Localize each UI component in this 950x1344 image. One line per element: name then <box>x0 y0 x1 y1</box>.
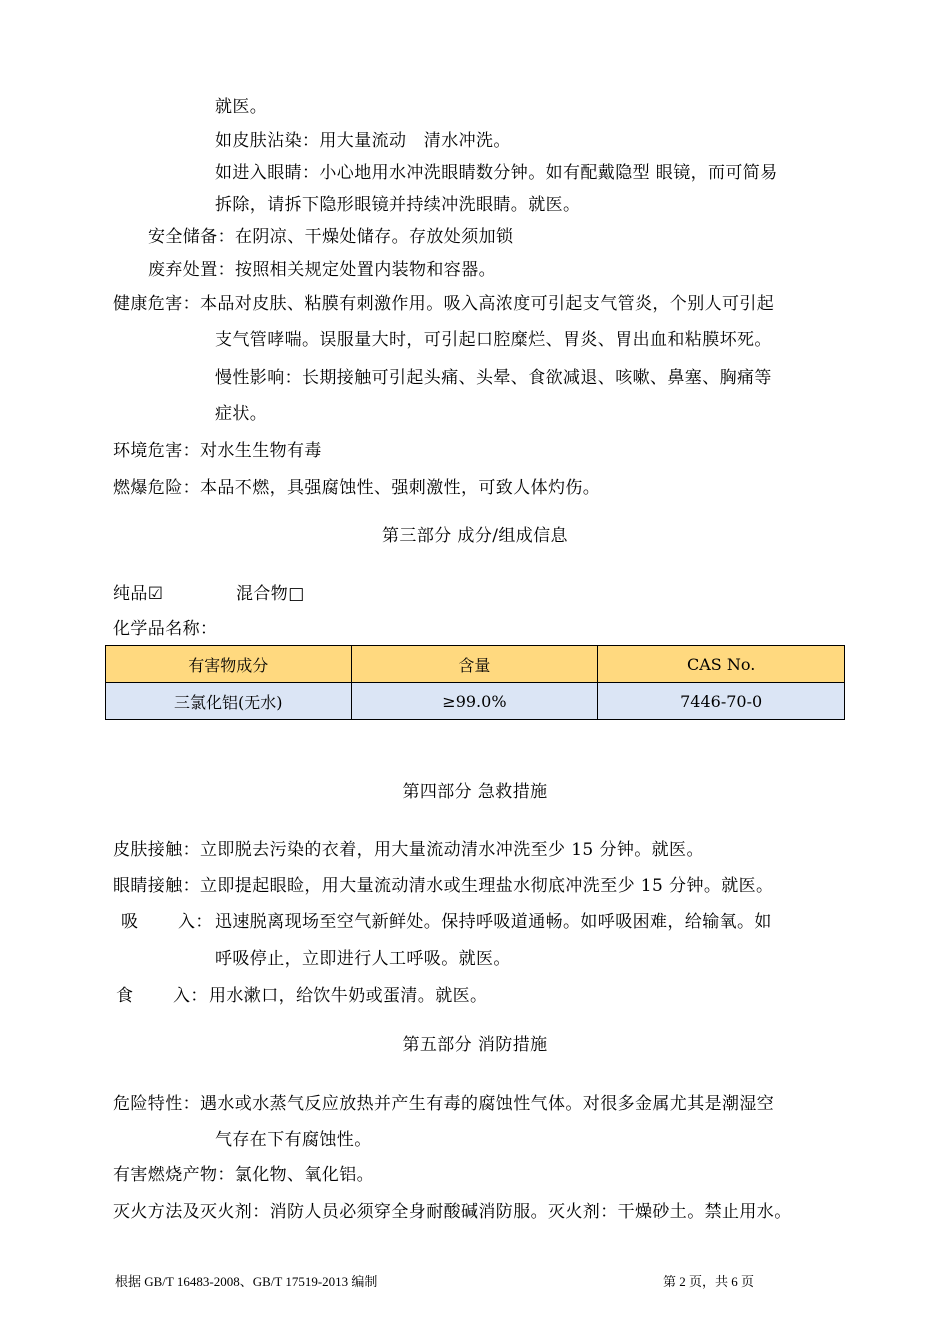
section-4-title: 第四部分 急救措施 <box>402 782 548 802</box>
ingestion-text: 用水漱口，给饮牛奶或蛋清。就医。 <box>209 986 488 1006</box>
table-row <box>106 683 845 720</box>
chemical-name-label: 化学品名称： <box>113 619 218 639</box>
chronic-effect-text-cont: 症状。 <box>215 404 268 424</box>
inhalation-text: 迅速脱离现场至空气新鲜处。保持呼吸道通畅。如呼吸困难，给输氧。如 <box>215 912 772 932</box>
cell-cas: 7446-70-0 <box>598 683 845 720</box>
footer-standard: 根据 GB/T 16483-2008、GB/T 17519-2013 编制 <box>115 1274 378 1289</box>
combustion-products-text: 有害燃烧产物：氯化物、氧化铝。 <box>113 1165 374 1185</box>
inhalation-label: 吸 <box>121 912 139 932</box>
ingestion-label: 食 <box>116 986 134 1006</box>
skin-contact-text: 皮肤接触：立即脱去污染的衣着，用大量流动清水冲洗至少 15 分钟。就医。 <box>113 840 704 860</box>
ingestion-label-suffix: 入： <box>173 986 208 1006</box>
header-cas: CAS No. <box>598 646 845 683</box>
eye-contact-first-aid-text: 眼睛接触：立即提起眼睑，用大量流动清水或生理盐水彻底冲洗至少 15 分钟。就医。 <box>113 876 774 896</box>
health-hazard-text: 健康危害：本品对皮肤、粘膜有刺激作用。吸入高浓度可引起支气管炎，个别人可引起 <box>113 294 775 314</box>
hazard-property-text-cont: 气存在下有腐蚀性。 <box>215 1130 372 1150</box>
mixture-checkbox: 混合物□ <box>236 584 305 604</box>
pure-substance-checkbox: 纯品☑ <box>113 584 164 604</box>
header-content: 含量 <box>351 646 598 683</box>
inhalation-text-cont: 呼吸停止，立即进行人工呼吸。就医。 <box>215 949 511 969</box>
chronic-effect-text: 慢性影响：长期接触可引起头痛、头晕、食欲减退、咳嗽、鼻塞、胸痛等 <box>215 368 772 388</box>
fire-explosion-hazard-text: 燃爆危险：本品不燃，具强腐蚀性、强刺激性，可致人体灼伤。 <box>113 478 601 498</box>
disposal-text: 废弃处置：按照相关规定处置内装物和容器。 <box>148 260 496 280</box>
cell-component: 三氯化铝(无水) <box>106 683 352 720</box>
header-component: 有害物成分 <box>106 646 352 683</box>
eye-contact-text: 如进入眼睛：小心地用水冲洗眼睛数分钟。如有配戴隐型 眼镜，而可简易 <box>215 163 778 183</box>
storage-text: 安全储备：在阴凉、干燥处储存。存放处须加锁 <box>148 227 514 247</box>
health-hazard-text-cont: 支气管哮喘。误服量大时，可引起口腔糜烂、胃炎、胃出血和粘膜坏死。 <box>215 330 772 350</box>
environment-hazard-text: 环境危害：对水生生物有毒 <box>113 441 322 461</box>
footer-page-number: 第 2 页，共 6 页 <box>663 1274 755 1289</box>
hazard-property-text: 危险特性：遇水或水蒸气反应放热并产生有毒的腐蚀性气体。对很多金属尤其是潮湿空 <box>113 1094 775 1114</box>
eye-contact-text-cont: 拆除，请拆下隐形眼镜并持续冲洗眼睛。就医。 <box>215 195 581 215</box>
inhalation-label-suffix: 入： <box>178 912 213 932</box>
composition-table <box>105 645 845 720</box>
first-aid-text-line: 就医。 <box>215 97 268 117</box>
section-5-title: 第五部分 消防措施 <box>402 1035 548 1055</box>
extinguishing-method-text: 灭火方法及灭火剂：消防人员必须穿全身耐酸碱消防服。灭火剂：干燥砂土。禁止用水。 <box>113 1202 792 1222</box>
section-3-title: 第三部分 成分/组成信息 <box>382 526 568 546</box>
skin-contamination-text: 如皮肤沾染：用大量流动 清水冲洗。 <box>215 131 511 151</box>
cell-content: ≥99.0% <box>351 683 598 720</box>
table-header-row <box>106 646 845 683</box>
